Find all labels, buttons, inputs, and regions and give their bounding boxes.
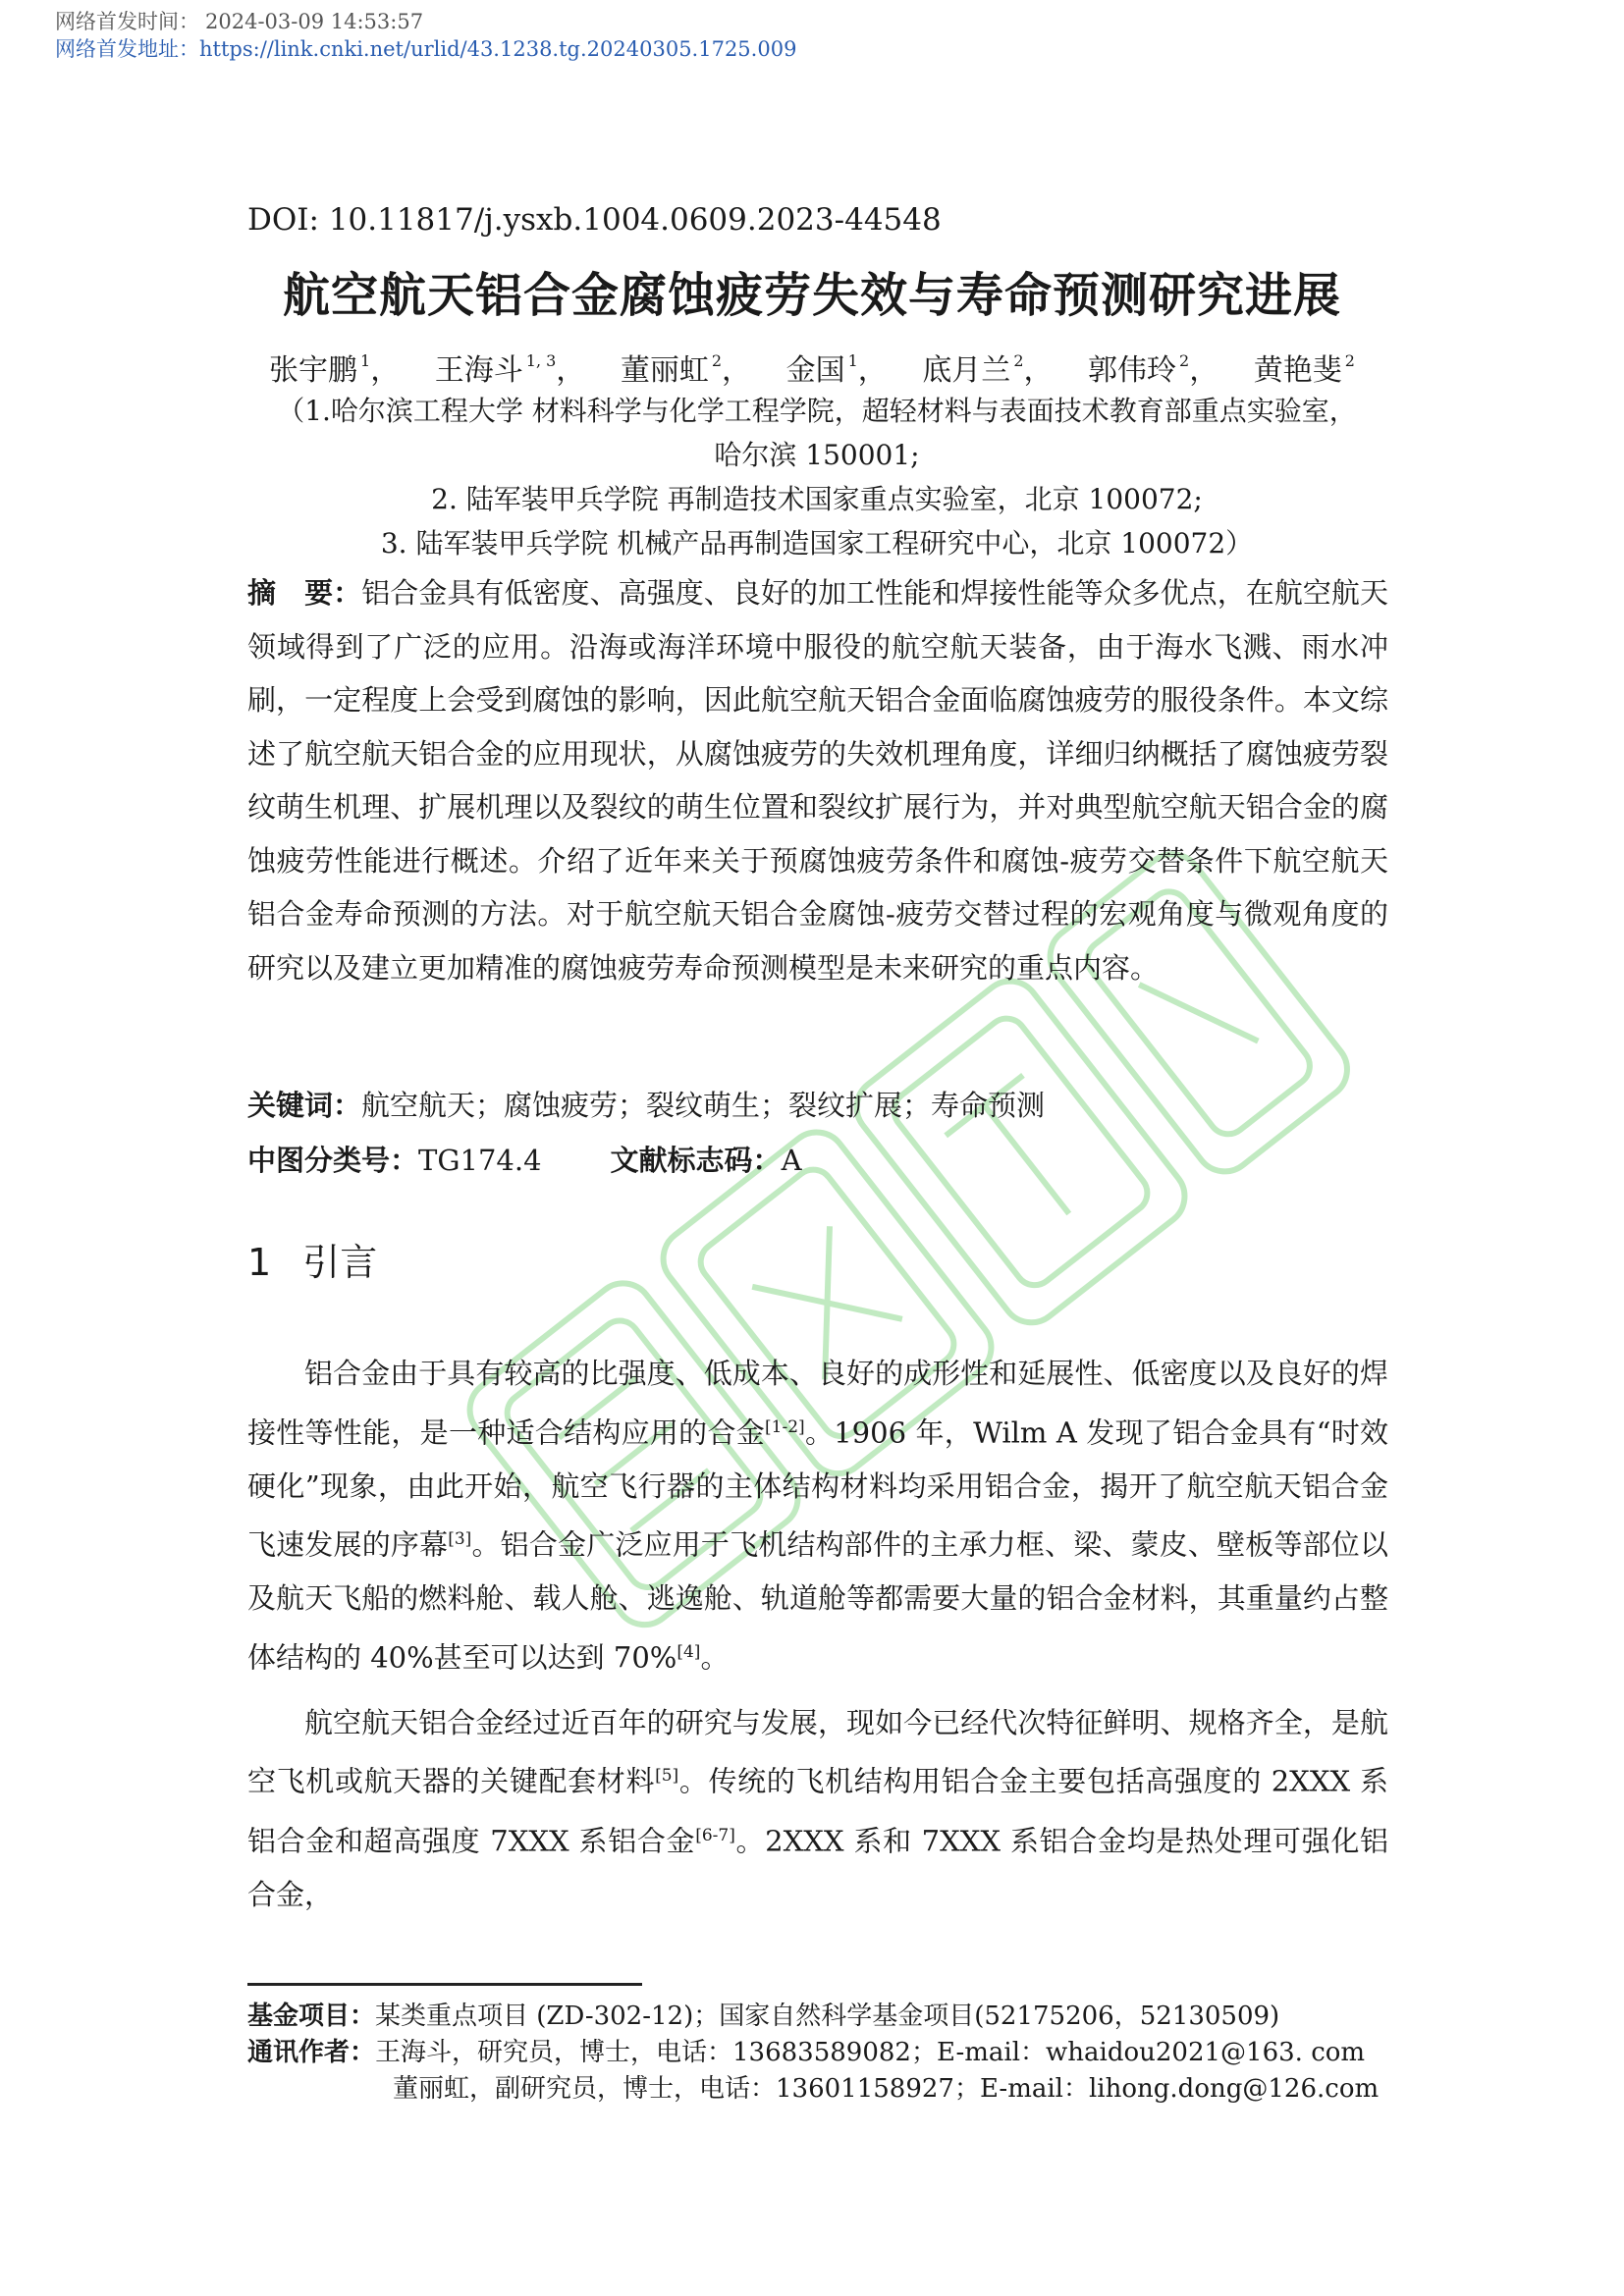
text-run: 铝合金由于具有较高的比强度、低成本、良好的成形性和延展性、低密度以及良好的焊接性等性能，是一种适合结构应用的合金 — [247, 1357, 1388, 1450]
online-date-line — [55, 8, 796, 35]
text-run: 航空航天铝合金经过近百年的研究与发展，现如今已经代次特征鲜明、规格齐全，是航空飞机或航天器的关键配套材料 — [247, 1705, 1388, 1799]
citation-ref[interactable]: [6-7] — [695, 1825, 735, 1845]
corresponding-author-2: 董丽虹，副研究员，博士，电话：13601158927；E-mail：lihong.dong@126.com — [393, 2074, 1380, 2104]
fund-line — [247, 1999, 1396, 2035]
online-url-line — [55, 35, 796, 63]
corresponding-line — [247, 2035, 1396, 2071]
citation-ref[interactable]: [4] — [677, 1641, 701, 1662]
author: 董丽虹 $^2$， — [620, 351, 752, 388]
author-affil-mark: 2 — [711, 351, 723, 370]
keywords-label: 关键词： — [247, 1089, 362, 1122]
corresponding-author-1: 王海斗，研究员，博士，电话：13683589082；E-mail：whaidou2021@163. com — [375, 2038, 1366, 2067]
author-name: 董丽虹 — [620, 353, 709, 388]
affiliation-line: 哈尔滨 150001; — [714, 439, 920, 471]
author-list — [0, 346, 1624, 389]
text-run: 。2XXX 系和 7XXX 系铝合金均是热处理可强化铝合金， — [247, 1824, 1388, 1911]
author: 王海斗 $^{1, 3}$， — [434, 351, 586, 388]
online-url-value[interactable]: https://link.cnki.net/urlid/43.1238.tg.20240305.1725.009 — [199, 37, 797, 61]
online-date-value: 2024-03-09 14:53:57 — [205, 10, 424, 33]
author-affil-mark: 1 — [847, 351, 858, 370]
clc-label: 中图分类号： — [247, 1144, 419, 1177]
author-affil-mark: 2 — [1179, 351, 1190, 370]
paragraph — [247, 1347, 1388, 1684]
author-affil-mark: 2 — [1344, 351, 1355, 370]
keywords — [247, 1084, 1045, 1124]
body-text — [247, 1347, 1388, 1933]
author: 郭伟玲 $^2$， — [1088, 351, 1219, 388]
affiliation-line: 3. 陆军装甲兵学院 机械产品再制造国家工程研究中心，北京 100072） — [380, 527, 1254, 560]
online-url-label: 网络首发地址： — [55, 37, 199, 61]
affiliation-line: （1.哈尔滨工程大学 材料科学与化学工程学院，超轻材料与表面技术教育部重点实验室， — [277, 395, 1357, 427]
section-title: 引言 — [302, 1241, 378, 1284]
keywords-text: 航空航天；腐蚀疲劳；裂纹萌生；裂纹扩展；寿命预测 — [361, 1089, 1046, 1122]
fund-text: 某类重点项目 (ZD-302-12)；国家自然科学基金项目(52175206，52130509) — [375, 2002, 1280, 2031]
corresponding-label: 通讯作者： — [247, 2038, 376, 2067]
section-number: 1 — [247, 1241, 272, 1284]
online-first-info — [55, 8, 796, 63]
author-affil-mark: 2 — [1013, 351, 1024, 370]
citation-ref[interactable]: [5] — [655, 1766, 679, 1787]
author-affil-mark: 1 — [360, 351, 371, 370]
author — [1254, 346, 1355, 389]
clc-value: TG174.4 — [418, 1144, 542, 1177]
text-run: 。传统的飞机结构用铝合金主要包括高强度的 2XXX 系铝合金和超高强度 7XXX 系铝合金 — [247, 1765, 1388, 1858]
author-name: 王海斗 — [434, 353, 523, 388]
author-name: 黄艳斐 — [1253, 353, 1342, 388]
author-name: 张宇鹏 — [269, 353, 358, 388]
abstract — [247, 566, 1388, 994]
author: 张宇鹏 $^1$， — [269, 351, 401, 388]
paragraph — [247, 1696, 1388, 1921]
text-run: 。铝合金广泛应用于飞机结构部件的主承力框、梁、蒙皮、壁板等部位以及航天飞船的燃料舱、载人舱、逃逸舱、轨道舱等都需要大量的铝合金材料，其重量约占整体结构的 40%甚至可以达到 70% — [247, 1527, 1388, 1675]
author-name: 郭伟玲 — [1088, 353, 1177, 388]
online-date-label: 网络首发时间： — [55, 10, 199, 33]
author-affil-mark: 1, 3 — [525, 351, 557, 370]
footnotes — [247, 1999, 1396, 2108]
affiliations — [245, 389, 1388, 565]
author-name: 金国 — [785, 353, 845, 388]
abstract-text: 铝合金具有低密度、高强度、良好的加工性能和焊接性能等众多优点，在航空航天领域得到了广泛的应用。沿海或海洋环境中服役的航空航天装备，由于海水飞溅、雨水冲刷，一定程度上会受到腐蚀的影响，因此航空航天铝合金面临腐蚀疲劳的服役条件。本文综述了航空航天铝合金的应用现状，从腐蚀疲劳的失效机理角度，详细归纳概括了腐蚀疲劳裂纹萌生机理、扩展机理以及裂纹的萌生位置和裂纹扩展行为，并对典型航空航天铝合金的腐蚀疲劳性能进行概述。介绍了近年来关于预腐蚀疲劳条件和腐蚀-疲劳交替条件下航空航天铝合金寿命预测的方法。对于航空航天铝合金腐蚀-疲劳交替过程的宏观角度与微观角度的研究以及建立更加精准的腐蚀疲劳寿命预测模型是未来研究的重点内容。 — [247, 576, 1388, 985]
abstract-label: 摘 要： — [247, 576, 362, 610]
affiliation-line: 2. 陆军装甲兵学院 再制造技术国家重点实验室，北京 100072; — [431, 483, 1203, 515]
text-run: 。 — [700, 1640, 730, 1675]
doi: DOI: 10.11817/j.ysxb.1004.0609.2023-44548 — [247, 202, 942, 238]
text-run: 。1906 年，Wilm A 发现了铝合金具有“时效硬化”现象，由此开始，航空飞行器的主体结构材料均采用铝合金，揭开了航空航天铝合金飞速发展的序幕 — [247, 1415, 1388, 1562]
author: 底月兰 $^2$， — [922, 351, 1054, 388]
fund-label: 基金项目： — [247, 2002, 376, 2031]
author: 金国 $^1$， — [785, 351, 888, 388]
classification-line — [247, 1139, 802, 1179]
paper-title: 航空航天铝合金腐蚀疲劳失效与寿命预测研究进展 — [282, 268, 1341, 323]
footnote-divider — [247, 1983, 642, 1986]
citation-ref[interactable]: [1-2] — [765, 1416, 805, 1437]
doc-code-value: A — [781, 1144, 802, 1177]
doc-code-label: 文献标志码： — [610, 1144, 782, 1177]
section-heading — [247, 1232, 377, 1286]
citation-ref[interactable]: [3] — [448, 1529, 472, 1550]
author-name: 底月兰 — [922, 353, 1011, 388]
